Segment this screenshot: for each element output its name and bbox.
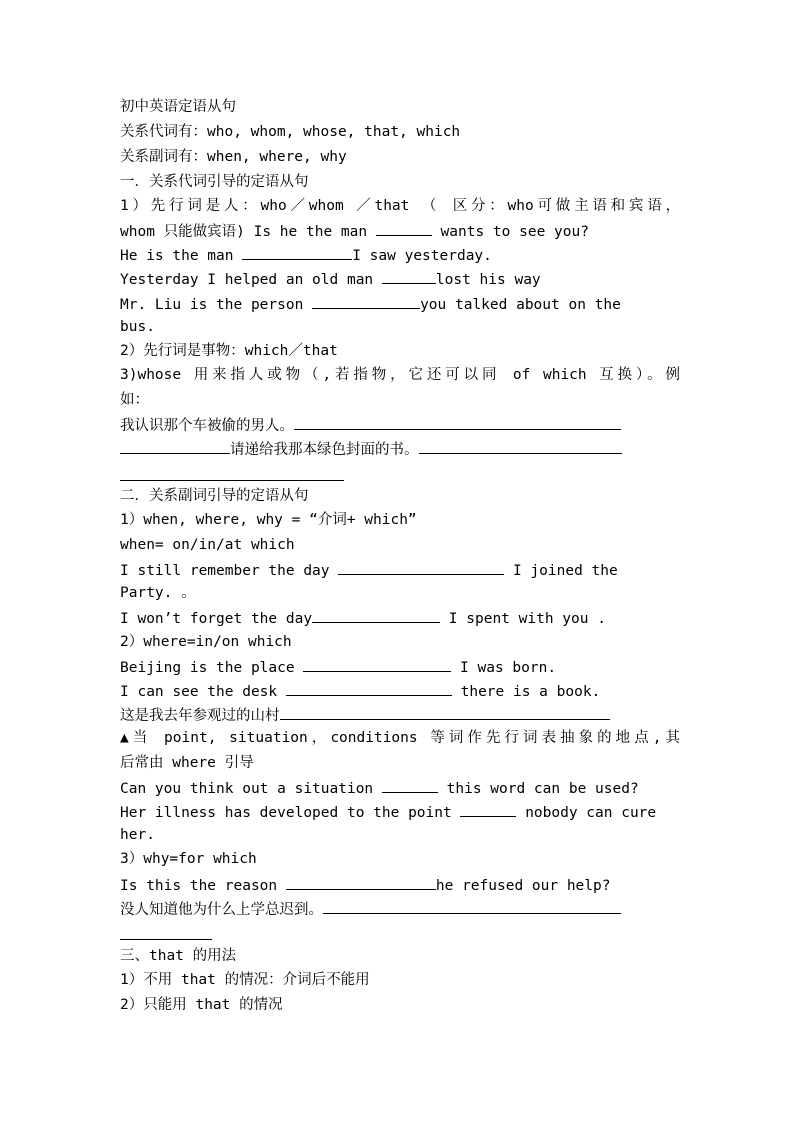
fill-blank (286, 874, 436, 890)
section-1-title: 一．关系代词引导的定语从句 (120, 174, 309, 190)
fill-blank (460, 801, 516, 817)
fill-blank (280, 704, 610, 720)
translation-exercise: 这是我去年参观过的山村 (120, 704, 610, 724)
section-3-point-2: 2）只能用 that 的情况 (120, 997, 283, 1013)
section-2-note-line-b: 后常由 where 引导 (120, 755, 254, 771)
fill-blank (382, 777, 438, 793)
section-2-point-1-equivalence: when= on/in/at which (120, 537, 295, 553)
example-sentence-continuation: Party. 。 (120, 585, 196, 601)
section-1-point-3-line-a: 3)whose 用来指人或物（,若指物，它还可以同 of which 互换）。例 (120, 367, 680, 383)
section-1-point-1-line-a: 1）先行词是人：who／whom ／that （ 区分：who可做主语和宾语， (120, 198, 680, 214)
section-1-point-1-line-b: whom 只能做宾语) Is he the man wants to see you? (120, 220, 589, 240)
fill-blank (312, 293, 420, 309)
translation-exercise: 没人知道他为什么上学总迟到。 (120, 898, 621, 918)
example-sentence-continuation: bus. (120, 319, 155, 335)
example-sentence: Is this the reason he refused our help? (120, 874, 610, 894)
fill-blank (294, 414, 621, 430)
fill-blank (376, 220, 432, 236)
document-title: 初中英语定语从句 (120, 99, 236, 115)
example-sentence: Yesterday I helped an old man lost his way (120, 268, 541, 288)
fill-blank (120, 438, 230, 454)
fill-blank (312, 607, 440, 623)
example-sentence: I can see the desk there is a book. (120, 680, 600, 700)
section-1-point-2: 2）先行词是事物：which／that (120, 343, 338, 359)
fill-blank (286, 680, 452, 696)
section-3-title: 三、that 的用法 (120, 948, 237, 964)
relative-pronouns-line: 关系代词有：who, whom, whose, that, which (120, 124, 461, 140)
example-sentence: He is the man I saw yesterday. (120, 244, 492, 264)
answer-line (120, 480, 344, 481)
relative-adverbs-line: 关系副词有：when, where, why (120, 149, 347, 165)
section-2-point-2: 2）where=in/on which (120, 634, 292, 650)
section-3-point-1: 1）不用 that 的情况：介词后不能用 (120, 972, 370, 988)
example-sentence: Can you think out a situation this word can be used? (120, 777, 639, 797)
translation-exercise: 请递给我那本绿色封面的书。 (120, 438, 622, 458)
example-sentence: Beijing is the place I was born. (120, 656, 556, 676)
example-sentence: Mr. Liu is the person you talked about on the (120, 293, 621, 313)
fill-blank (323, 898, 621, 914)
example-sentence-continuation: her. (120, 827, 155, 843)
example-sentence: I still remember the day I joined the (120, 559, 618, 579)
section-2-title: 二．关系副词引导的定语从句 (120, 488, 309, 504)
fill-blank (242, 244, 352, 260)
section-2-point-3: 3）why=for which (120, 851, 257, 867)
example-sentence: I won’t forget the day I spent with you . (120, 607, 606, 627)
example-sentence: Her illness has developed to the point nobody can cure (120, 801, 656, 821)
answer-line (120, 939, 212, 940)
fill-blank (382, 268, 436, 284)
section-2-point-1: 1）when, where, why = “介词+ which” (120, 512, 417, 528)
section-2-note-line-a: ▲当 point, situation，conditions 等词作先行词表抽象的地点,其 (120, 730, 680, 746)
fill-blank (338, 559, 504, 575)
translation-exercise: 我认识那个车被偷的男人。 (120, 414, 621, 434)
section-1-point-3-line-b: 如： (120, 392, 149, 408)
fill-blank (419, 438, 622, 454)
fill-blank (303, 656, 451, 672)
